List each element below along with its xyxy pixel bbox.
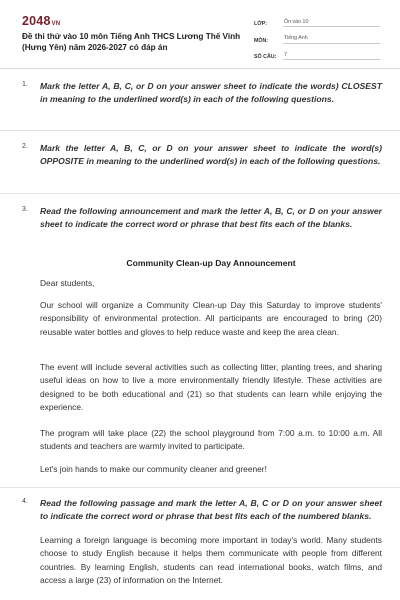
- question-instruction: Mark the letter A, B, C, or D on your answer sheet to indicate the word(s) OPPOSITE in meaning to the underlined word(s) in each of the following questions.: [40, 143, 382, 166]
- info-value: 7: [283, 52, 380, 61]
- site-logo[interactable]: [22, 14, 60, 28]
- info-row-subject: [254, 31, 380, 44]
- info-value: Ôn vào 10: [283, 19, 380, 28]
- question-number: 4.: [22, 498, 28, 505]
- announcement-title: Community Clean-up Day Announcement: [126, 258, 296, 268]
- question-instruction: Mark the letter A, B, C, or D on your answer sheet to indicate the words) CLOSEST in meaning to the underlined word(s) in each of the following questions.: [40, 81, 382, 104]
- logo-text: 2048: [22, 14, 51, 28]
- header: [0, 0, 400, 64]
- question-3: [22, 205, 382, 231]
- logo-suffix: VN: [51, 21, 61, 27]
- question-number: 2.: [22, 143, 28, 150]
- info-value: Tiếng Anh: [283, 35, 380, 44]
- question-number: 1.: [22, 81, 28, 88]
- question-instruction: Read the following announcement and mark the letter A, B, C, or D on your answer sheet to indicate the correct word or phrase that best fits each of the blanks.: [40, 206, 382, 229]
- header-divider: [0, 68, 400, 69]
- passage-paragraph: Learning a foreign language is becoming more important in today's world. Many students choose to study English because it helps them communicate with people from different countries. By learning English, students can read international books, watch films, and access a large (23) of information on the Internet.: [40, 535, 382, 586]
- info-label: MÔN:: [254, 37, 269, 44]
- question-1: [22, 80, 382, 106]
- question-divider: [0, 193, 400, 194]
- exam-title: Đề thi thử vào 10 môn Tiếng Anh THCS Lương Thế Vinh (Hưng Yên) năm 2026-2027 có đáp án: [22, 32, 241, 52]
- announcement-greeting: Dear students,: [40, 278, 95, 288]
- question-number: 3.: [22, 206, 28, 213]
- announcement-paragraph: Our school will organize a Community Clean-up Day this Saturday to improve students' responsibility of environmental protection. All participants are encouraged to bring (20) reusable water bottles and gloves to help reduce waste and keep the area clean.: [40, 300, 382, 337]
- info-label: LỚP:: [254, 21, 268, 27]
- announcement-paragraph: The program will take place (22) the school playground from 7:00 a.m. to 10:00 a.m. All students and teachers are warmly invited to participate.: [40, 428, 382, 452]
- info-row-question-count: [254, 47, 380, 60]
- exam-info: [254, 14, 380, 64]
- question-divider: [0, 130, 400, 131]
- announcement-paragraph: Let's join hands to make our community cleaner and greener!: [40, 464, 267, 474]
- question-4: [22, 497, 382, 523]
- announcement-paragraph: The event will include several activities such as collecting litter, planting trees, and sharing useful ideas on how to live a more environmentally friendly lifestyle. These activities are designed to be both educational and (21) so that students can learn while enjoying the experience.: [40, 362, 382, 413]
- question-instruction: Read the following passage and mark the letter A, B, C or D on your answer sheet to indicate the correct word or phrase that best fits each of the numbered blanks.: [40, 498, 382, 521]
- info-label: SỐ CÂU:: [254, 54, 277, 60]
- info-row-class: [254, 14, 380, 27]
- question-2: [22, 142, 382, 168]
- question-divider: [0, 487, 400, 488]
